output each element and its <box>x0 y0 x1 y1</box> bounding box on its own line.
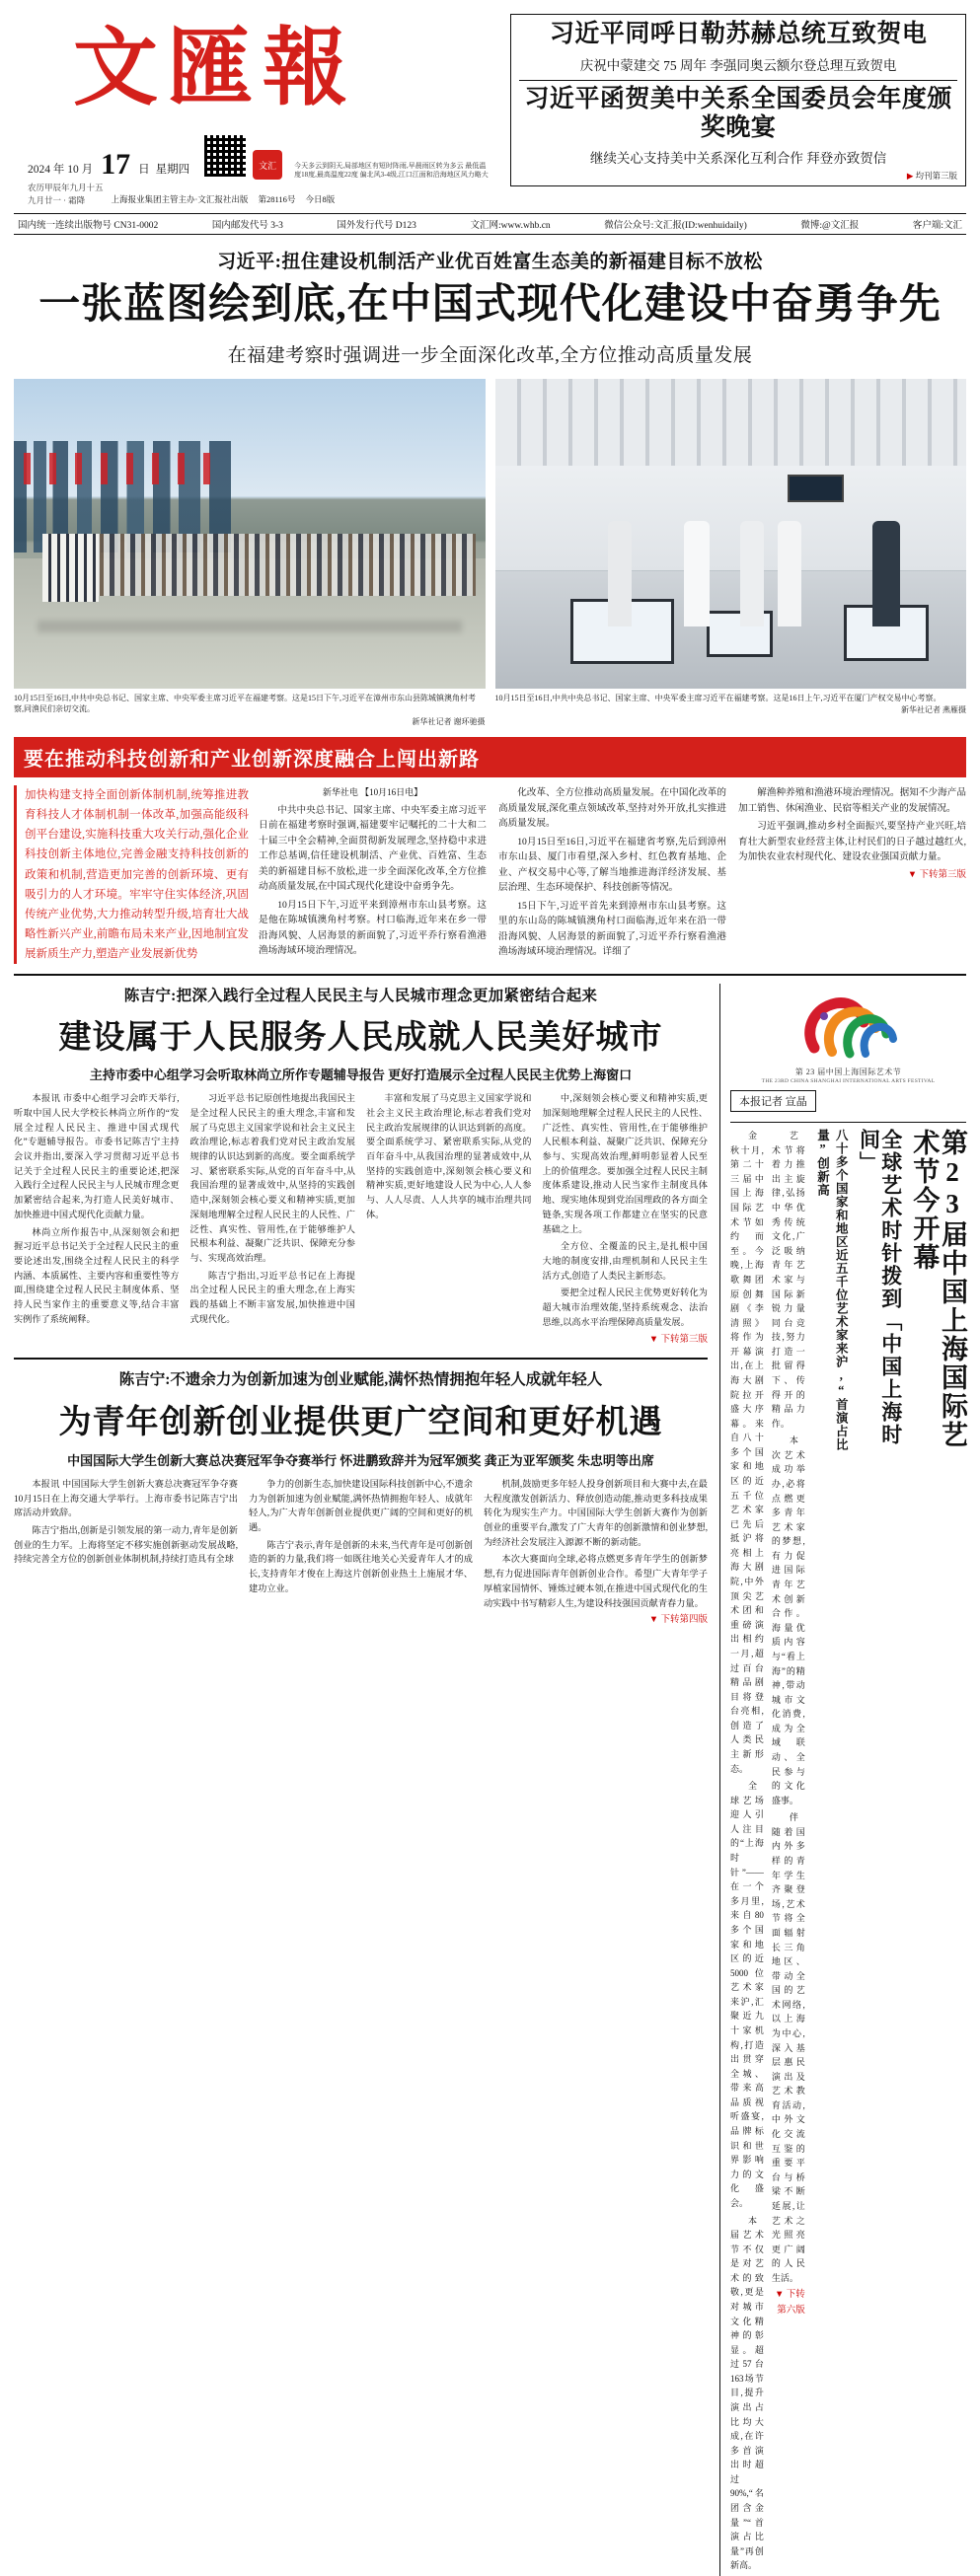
rail-vertical-headline[interactable]: 第23届中国上海国际艺术节今开幕 <box>909 1129 968 1450</box>
photo-dock-village <box>14 379 486 689</box>
article-headline[interactable]: 为青年创新创业提供更广空间和更好机遇 <box>58 1404 663 1440</box>
lead-text-columns <box>259 785 966 964</box>
lead-column-2: 化改革、全方位推动高质量发展。在中国化改革的高质量发展,深化重点领域改革,坚持对外开放,扎实推进高质量发展。 10月15日至16日,习近平在福建省考察,先后到漳州市东山县、厦门市看望,深入乡村、红色教育基地、企业、产权交易中心等,了解当地推进海洋经济发展、基层治理、生态环境保护、科技创新等情况。 15日下午,习近平首先来到漳州市东山县考察。这里的东山岛的陈城镇澳角村口面临海,近年来在沿一带沿海风貌、人居海景的新面貌了,习近平乔行察看渔港渔场海域环境治理情况。详细了 <box>498 787 726 958</box>
lead-body <box>14 785 966 964</box>
info-item: 微博:@文汇报 <box>800 220 860 231</box>
right-rail-arts-festival <box>719 984 966 2576</box>
qr-code-icon[interactable] <box>203 134 247 178</box>
weather-fine-print: 今天多云到阴天,局部地区有短时阵雨,早晨雨区转为多云 最低温度18度,最高温度22度 偏北风3-4级,江口江面和沿海地区风力略大 <box>294 162 489 180</box>
lead-column-1: 新华社电 【10月16日电】 中共中央总书记、国家主席、中央军委主席习近平日前在福建考察时强调,福建要牢记嘱托的二十大和二十届三中全会精神,全面贯彻新发展理念,坚持稳中求进工作总基调,信任建设机制活、产业优、百姓富、生态美的新福建目标不放松,进一步全面深化改革,全方位推动高质量发展,在中国式现代化建设中奋勇争先。 10月15日下午,习近平来到漳州市东山县考察。这是他在陈城镇澳角村考察。村口临海,近年来在乡一带沿海风貌、人居海景的新面貌了,习近平乔行察看渔港渔场海域环境治理情况。 <box>259 787 487 957</box>
bird-logo-icon <box>794 987 903 1064</box>
arts-festival-name-cn: 第 23 届中国上海国际艺术节 <box>794 1067 902 1077</box>
publication-date: 2024 年 10 月 <box>28 164 94 177</box>
rail-column-1: 金秋十月,第二十三届中国上海国际艺术节如约而至。今晚,上海歌舞团原创舞剧《李清照》将作为开幕演出,在上海大剧院拉开盛大序幕。来自八十多个国家和地区的近五千位艺术家已先后抵沪将亮相上海大剧院,中外顶尖艺术团和重磅演出相约一月,超过百台精品剧目将登台亮相,创造了人类民主新形态。 全球艺场迎人引人注目的“上海时针”——在一个多月里,来自80多个国家和地区的近5000位艺术家来沪,汇聚近九十家机构,打造出贯穿全城、带来高品质视听盛宴,品牌标识和世界影响力的文化盛会。 本届艺术节不仅是对艺术的致敬,更是对城市文化精神的彰显。超过57台163场节目,提升演出占比均大成,在许多首演出时超过90%,“名团含金量”“首演占比量”再创新高。 <box>730 1131 764 2571</box>
top-headline-2[interactable]: 习近平函贺美中关系全国委员会年度颁奖晚宴 <box>524 85 952 141</box>
article-headline[interactable]: 建设属于人民服务人民成就人民美好城市 <box>58 1020 663 1057</box>
info-item: 国内邮发代号 3-3 <box>211 220 283 231</box>
arts-festival-name-en: THE 23RD CHINA SHANGHAI INTERNATIONAL ARTS FESTIVAL <box>761 1078 936 1085</box>
lead-subhead: 在福建考察时强调进一步全面深化改革,全方位推动高质量发展 <box>227 344 753 366</box>
red-banner-headline[interactable]: 要在推动科技创新和产业创新深度融合上闯出新路 <box>14 737 966 777</box>
article-column-4: 中,深刻领会核心要义和精神实质,更加深刻地理解全过程人民民主的人民性、广泛性、真实性、管用性,在于能够维护人民根本利益、凝聚广泛共识、保障充分参与、实现高效治理,鲜明彰显着人民至上的价值理念。要加强全过程人民民主制度体系建设,推动人民当家作主制度具体地、现实地体现到党治国理政的各方面全链条,实现各项工作都建立在坚实的民意基础之上。 全方位、全覆盖的民主,是扎根中国大地的制度安排,由理机制和人民民主生活方式,创造了人类民主新形态。 要把全过程人民民主优势更好转化为超大城市治理效能,坚持系统观念、法治思维,以高水平治理保障高质量发展。 ▼ 下转第三版 <box>543 1091 709 1348</box>
continuation-note[interactable]: ▼ 下转第三版 <box>648 1334 708 1345</box>
lead-headline[interactable]: 一张蓝图绘到底,在中国式现代化建设中奋勇争先 <box>38 281 942 328</box>
masthead-datebar <box>14 134 500 180</box>
masthead <box>14 10 966 207</box>
divider <box>14 974 966 976</box>
top-subhead-1: 庆祝中蒙建交 75 周年 李强同奥云额尔登总理互致贺电 <box>579 57 897 73</box>
rail-vertical-subhead: 全球艺术时针拨到「中国上海时间」 <box>857 1129 903 1447</box>
article-people-city <box>14 984 708 2576</box>
article-columns <box>14 1477 708 1629</box>
photo-byline: 新华社记者 谢环驰摄 <box>412 717 486 727</box>
divider <box>519 80 957 81</box>
photo-control-room <box>495 379 967 689</box>
masthead-left <box>14 10 500 207</box>
article-column-1: 本报讯 市委中心组学习会昨天举行,听取中国人民大学校长林尚立所作的“发展全过程人民民主、推进中国式现代化”专题辅导报告。市委书记陈吉宁主持会议并指出,要深入学习贯彻习近平总书记关于全过程人民民主的重要论述,把深入践行全过程人民民主与人民城市理念更加紧密结合起来,为打造人民美好城市、加快推进中国式现代化贡献力量。 林尚立所作报告中,从深刻领会和把握习近平总书记关于全过程人民民主的重要论述出发,围绕全过程人民民主的科学内涵、本质属性、主要内容和重要性等方面,围绕建全过程人民民主制度体系、坚持人民当家作主的重要意义等,结合丰富实例作了系统阐释。 <box>14 1093 180 1324</box>
info-strip <box>14 213 966 235</box>
day-suffix: 日 <box>138 164 150 177</box>
pull-quote: 加快构建支持全面创新体制机制,统筹推进教育科技人才体制机制一体改革,加强高能级科创平台建设,实施科技重大攻关行动,强化企业科技创新主体地位,完善金融支持科技创新的政策和机制,营造更加完善的创新环境、更有吸引力的人才环境。牢牢守住实体经济,巩固传统产业优势,大力推动转型升级,培育壮大战略性新兴产业,前瞻布局未来产业,因地制宜发展新质生产力,塑造产业发展新优势 <box>14 785 249 964</box>
continuation-note[interactable]: ▼ 下转第四版 <box>648 1615 708 1626</box>
photo-block-2 <box>495 379 967 727</box>
info-item: 国外发行代号 D123 <box>337 220 416 231</box>
photo-caption: 10月15日至16日,中共中央总书记、国家主席、中央军委主席习近平在福建考察。这是15日下午,习近平在漳州市东山县陈城镇澳角村考察,同渔民们亲切交流。 <box>14 693 476 714</box>
divider <box>730 1122 966 1123</box>
article-column-1: 本报讯 中国国际大学生创新大赛总决赛冠军争夺赛10月15日在上海交通大学举行。上海市委书记陈吉宁出席活动并致辞。 陈吉宁指出,创新是引领发展的第一动力,青年是创新创业的生力军。上海将坚定不移实施创新驱动发展战略,持续完善全方位的创新创业体制机制,持续打造具有全球 <box>14 1478 238 1565</box>
weekday: 星期四 <box>155 164 190 177</box>
divider <box>14 1358 708 1360</box>
article-subhead: 中国国际大学生创新大赛总决赛冠军争夺赛举行 怀进鹏致辞并为冠军颁奖 龚正为亚军颁奖 朱忠明等出席 <box>67 1452 654 1468</box>
lead-column-3: 解渔种养殖和渔港环境治理情况。据知不少海产品加工销售、休闲渔业、民宿等相关产业的发展情况。 习近平强调,推动乡村全面振兴,要坚持产业兴旺,培育壮大新型农业经营主体,让村民们的日子越过越红火,为加快农业农村现代化、建设农业强国贡献力量。 ▼ 下转第三版 <box>738 785 966 964</box>
article-columns <box>14 1091 708 1348</box>
info-item: 客户端:文汇 <box>912 220 962 231</box>
middle-section <box>14 984 966 2576</box>
info-item: 微信公众号:文汇报(ID:wenhuidaily) <box>604 220 747 231</box>
article-subhead: 主持市委中心组学习会听取林尚立所作专题辅导报告 更好打造展示全过程人民民主优势上海窗口 <box>89 1067 633 1083</box>
publisher-line: 上海报业集团主管主办·文汇报社出版 第28116号 今日8版 <box>111 193 336 204</box>
photo-caption: 10月15日至16日,中共中央总书记、国家主席、中央军委主席习近平在福建考察。这是16日上午,习近平在厦门产权交易中心考察。 <box>494 693 942 702</box>
photo-row <box>14 379 966 727</box>
article-column-2: 争力的创新生态,加快建设国际科技创新中心,不遗余力为创新加速为创业赋能,满怀热情拥抱年轻人、成就年轻人,为广大青年创新创业提供更广阔的空间和更好的机遇。 陈吉宁表示,青年是创新的未来,当代青年是可创新创造的新的力量,我们将一如既往地关心关爱青年人才的成长,支持青年才俊在上海这片创新创业热土上施展才华、建功立业。 <box>249 1478 473 1593</box>
article-column-3: 丰富和发展了马克思主义国家学说和社会主义民主政治理论,标志着我们党对民主政治发展规律的认识达到新的高度。要全面系统学习、紧密联系实际,从党的百年奋斗中,从我国治理的显著成效中,从坚持的实践创造中,深刻领会核心要义和精神实质,更好地建设人民为中心,人人参与、人人尽责、人人共享的城市治理共同体。 <box>366 1093 532 1219</box>
newspaper-title: 文匯報 <box>73 21 357 115</box>
top-headline-1[interactable]: 习近平同呼日勒苏赫总统互致贺电 <box>549 21 928 47</box>
continuation-note[interactable]: ▼ 下转第六版 <box>775 2290 805 2316</box>
info-item[interactable]: 文汇网:www.whb.cn <box>470 220 551 231</box>
article-column-2: 习近平总书记原创性地提出我国民主是全过程人民民主的重大理念,丰富和发展了马克思主义国家学说和社会主义民主政治理论,标志着我们党对民主政治发展规律的认识达到新的高度。要全面系统学习、紧密联系实际,从党的百年奋斗中,从我国治理的显著成效中,从坚持的实践创造中,深刻领会核心要义和精神实质,更加深刻地理解全过程人民民主的人民性、广泛性、真实性、管用性,在于能够维护人民根本利益、凝聚广泛共识、保障充分参与、实现高效治理。 陈吉宁指出,习近平总书记在上海提出全过程人民民主的重大理念,在上海实践的基础上不断丰富发展,加快推进中国式现代化。 <box>189 1093 355 1324</box>
article-column-3: 机制,鼓励更多年轻人投身创新项目和大赛中去,在最大程度激发创新活力、释放创造动能,推动更多科技成果转化为现实生产力。中国国际大学生创新大赛作为创新创业的重要平台,激发了广大青年的创新激情和创业梦想,为经济社会发展注入源源不断的新动能。 本次大赛面向全球,必将点燃更多青年学生的创新梦想,有力促进国际青年创新创业合作。希望广大青年学子厚植家国情怀、锤炼过硬本领,在推进中国式现代化的生动实践中书写精彩人生,为建设科技强国贡献青春力量。 ▼ 下转第四版 <box>484 1477 708 1629</box>
lead-kicker: 习近平:扭住建设机制活产业优百姓富生态美的新福建目标不放松 <box>217 251 763 272</box>
publication-day: 17 <box>101 148 131 182</box>
top-subhead-2: 继续关心支持美中关系深化互利合作 拜登亦致贺信 <box>589 151 887 167</box>
photo-block-1 <box>14 379 486 727</box>
photo-byline: 新华社记者 燕雁摄 <box>901 705 966 715</box>
rail-vertical-kicker: 八十多个国家和地区近五千位艺术家来沪,“首演占比量”创新高 <box>815 1129 849 1452</box>
arts-festival-logo <box>730 984 966 1067</box>
reporter-tag: 本报记者 宣晶 <box>730 1090 816 1112</box>
article-kicker: 陈吉宁:不遗余力为创新加速为创业赋能,满怀热情拥抱年轻人成就年轻人 <box>118 1370 603 1388</box>
article-kicker: 陈吉宁:把深入践行全过程人民民主与人民城市理念更加紧密结合起来 <box>123 988 598 1005</box>
article-youth-innovation <box>14 1367 708 1629</box>
continuation-note[interactable]: ▼ 下转第三版 <box>907 869 966 880</box>
top-box-note: ▶ 均刊第三版 <box>906 171 957 182</box>
lunar-date: 农历甲辰年九月十五 九月廿一 · 霜降 <box>28 183 104 206</box>
arrow-icon: ▶ <box>906 171 914 182</box>
seal-icon: 文汇 <box>253 150 282 180</box>
info-item: 国内统一连续出版物号 CN31-0002 <box>18 220 159 231</box>
agency-byline: 新华社电 【10月16日电】 <box>322 787 423 798</box>
top-headline-box <box>510 14 966 186</box>
rail-body <box>730 1129 966 2576</box>
rail-column-2: 艺术节将着力推出主旋律,弘扬中华优秀传统文化,广泛吸纳青年艺术家与国际新锐力量同台竞技,努力打造一批留得下、传得开的精品力作。 本次艺术成功举办,必将点燃更多青年艺术家的梦想,有力促进国际青年艺术创新合作。海量优质内容与“看上海”的精神,带动城市文化消费,成为全域联动、全民参与的文化盛事。 伴随着国内外多样的青年学生齐聚登场,艺术节将全面辐射长三角地区、带动全国的艺术网络,以上海为中心,深入基层惠民演出及艺术教育活动,中外文化交流互鉴的重要平台与桥梁不断延展,让艺术之光照亮更广阔的人民生活。 ▼ 下转第六版 <box>772 1129 805 2318</box>
